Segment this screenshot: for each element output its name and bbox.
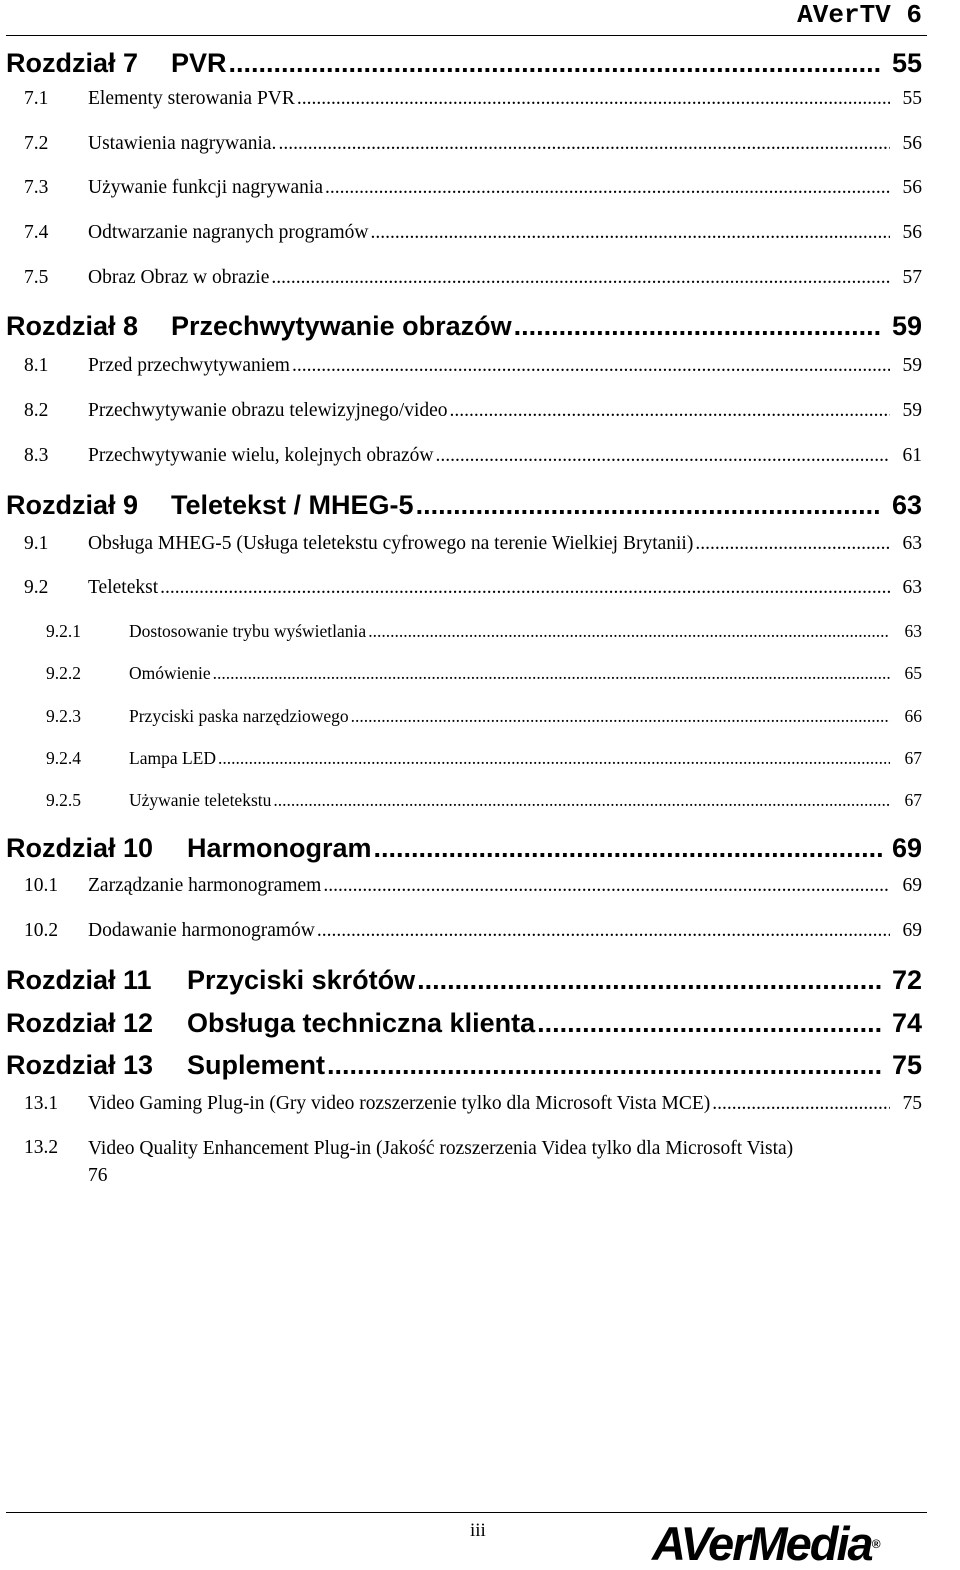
page-number: 69 [902,920,922,941]
section-number: 9.2 [24,577,49,598]
dot-leader [351,706,890,727]
subsection-title: Używanie teletekstu [129,790,272,810]
section-title: Ustawienia nagrywania. [88,133,277,154]
page-number: 63 [902,577,922,598]
chapter-number: Rozdział 11 [6,965,152,995]
dot-leader [273,790,890,811]
chapter-number: Rozdział 7 [6,48,139,78]
section-number: 9.1 [24,533,49,554]
section-title: Używanie funkcji nagrywania [88,177,323,198]
dot-leader [317,920,890,942]
page-number: 74 [891,1008,922,1038]
dot-leader [323,875,890,897]
dot-leader [695,533,890,555]
page-number: 69 [891,833,922,863]
dot-leader [712,1093,890,1115]
toc-subsection-9-2-2[interactable] [0,663,960,684]
footer-page-number: iii [470,1520,486,1541]
section-number: 8.2 [24,400,49,421]
page-number: 67 [904,790,922,810]
page-number: 63 [902,533,922,554]
toc-section-13-1[interactable] [0,1093,960,1115]
dot-leader [417,965,882,996]
toc-section-10-1[interactable] [0,875,960,897]
subsection-number: 9.2.4 [46,748,81,768]
section-number: 10.2 [24,920,59,941]
dot-leader [213,663,890,684]
dot-leader [514,311,882,342]
toc-section-7-3[interactable] [0,177,960,199]
dot-leader [368,621,890,642]
toc-chapter-10[interactable] [0,833,960,864]
page-number: 55 [902,88,922,109]
dot-leader [229,48,882,79]
section-number: 7.2 [24,133,49,154]
section-number: 7.1 [24,88,49,109]
page-number: 72 [891,965,922,995]
subsection-title: Przyciski paska narzędziowego [129,706,349,726]
section-title: Video Quality Enhancement Plug-in (Jakość rozszerzenia Videa tylko dla Microsoft Vista) [88,1138,794,1159]
subsection-number: 9.2.2 [46,663,81,683]
toc-chapter-7[interactable] [0,48,960,79]
section-title: Elementy sterowania PVR [88,88,295,109]
section-number: 7.5 [24,267,49,288]
page-number: 76 [88,1165,108,1186]
section-title: Dodawanie harmonogramów [88,920,315,941]
toc-section-8-3[interactable] [0,445,960,467]
dot-leader [325,177,890,199]
header-divider [6,35,927,36]
page-number: 59 [891,311,922,341]
page-number: 56 [902,177,922,198]
toc-subsection-9-2-1[interactable] [0,621,960,642]
logo-text: AVerMedia [652,1517,872,1570]
page-number: 56 [902,222,922,243]
page-number: 75 [902,1093,922,1114]
section-title: Przechwytywanie obrazu telewizyjnego/video [88,400,448,421]
page-number: 69 [902,875,922,896]
dot-leader [374,833,882,864]
header-title: AVerTV 6 [797,0,922,30]
chapter-number: Rozdział 13 [6,1050,154,1080]
toc-section-7-1[interactable] [0,88,960,110]
section-number: 7.4 [24,222,49,243]
subsection-number: 9.2.1 [46,621,81,641]
dot-leader [271,267,890,289]
dot-leader [370,222,890,244]
dot-leader [160,577,890,599]
page-number: 75 [891,1050,922,1080]
toc-chapter-9[interactable] [0,490,960,521]
registered-mark: ® [871,1537,881,1551]
toc-section-9-1[interactable] [0,533,960,555]
toc-chapter-11[interactable] [0,965,960,996]
subsection-title: Omówienie [129,663,211,683]
dot-leader [297,88,890,110]
subsection-title: Dostosowanie trybu wyświetlania [129,621,367,641]
chapter-number: Rozdział 12 [6,1008,154,1038]
chapter-title: Harmonogram [187,833,372,863]
toc-chapter-13[interactable] [0,1050,960,1081]
toc-section-8-2[interactable] [0,400,960,422]
dot-leader [416,490,882,521]
page-number: 63 [891,490,922,520]
chapter-number: Rozdział 8 [6,311,139,341]
section-title: Teletekst [88,577,159,598]
toc-chapter-12[interactable] [0,1008,960,1039]
section-number: 8.3 [24,445,49,466]
section-title: Odtwarzanie nagranych programów [88,222,369,243]
section-number: 13.1 [24,1093,59,1114]
chapter-title: Suplement [187,1050,326,1080]
toc-subsection-9-2-4[interactable] [0,748,960,769]
toc-section-7-5[interactable] [0,267,960,289]
footer-divider [6,1512,927,1513]
chapter-title: Obsługa techniczna klienta [187,1008,536,1038]
page-number: 59 [902,400,922,421]
subsection-number: 9.2.5 [46,790,81,810]
toc-section-7-2[interactable] [0,133,960,155]
toc-section-8-1[interactable] [0,355,960,377]
section-title: Obsługa MHEG-5 (Usługa teletekstu cyfrowego na terenie Wielkiej Brytanii) [88,533,694,554]
page-number: 63 [904,621,922,641]
dot-leader [218,748,890,769]
toc-chapter-8[interactable] [0,311,960,342]
toc-subsection-9-2-3[interactable] [0,706,960,727]
section-number: 13.2 [24,1137,59,1158]
dot-leader [450,400,890,422]
section-title: Zarządzanie harmonogramem [88,875,322,896]
toc-section-7-4[interactable] [0,222,960,244]
subsection-title: Lampa LED [129,748,216,768]
dot-leader [327,1050,882,1081]
section-title: Przed przechwytywaniem [88,355,290,376]
page-number: 59 [902,355,922,376]
section-number: 8.1 [24,355,49,376]
chapter-number: Rozdział 9 [6,490,139,520]
chapter-title: PVR [171,48,227,78]
toc-section-9-2[interactable] [0,577,960,599]
toc-subsection-9-2-5[interactable] [0,790,960,811]
chapter-title: Przyciski skrótów [187,965,416,995]
section-title: Obraz Obraz w obrazie [88,267,270,288]
page-number: 57 [902,267,922,288]
chapter-title: Teletekst / MHEG-5 [171,490,414,520]
subsection-number: 9.2.3 [46,706,81,726]
chapter-title: Przechwytywanie obrazów [171,311,512,341]
page-number: 67 [904,748,922,768]
page-number: 61 [902,445,922,466]
section-number: 7.3 [24,177,49,198]
dot-leader [435,445,890,467]
section-title: Przechwytywanie wielu, kolejnych obrazów [88,445,434,466]
section-number: 10.1 [24,875,59,896]
page-number: 55 [891,48,922,78]
page-number: 56 [902,133,922,154]
dot-leader [537,1008,882,1039]
avermedia-logo [652,1517,881,1570]
toc-section-10-2[interactable] [0,920,960,942]
chapter-number: Rozdział 10 [6,833,154,863]
dot-leader [278,133,890,155]
section-title: Video Gaming Plug-in (Gry video rozszerzenie tylko dla Microsoft Vista MCE) [88,1093,711,1114]
page-number: 65 [904,663,922,683]
dot-leader [292,355,890,377]
page-number: 66 [904,706,922,726]
